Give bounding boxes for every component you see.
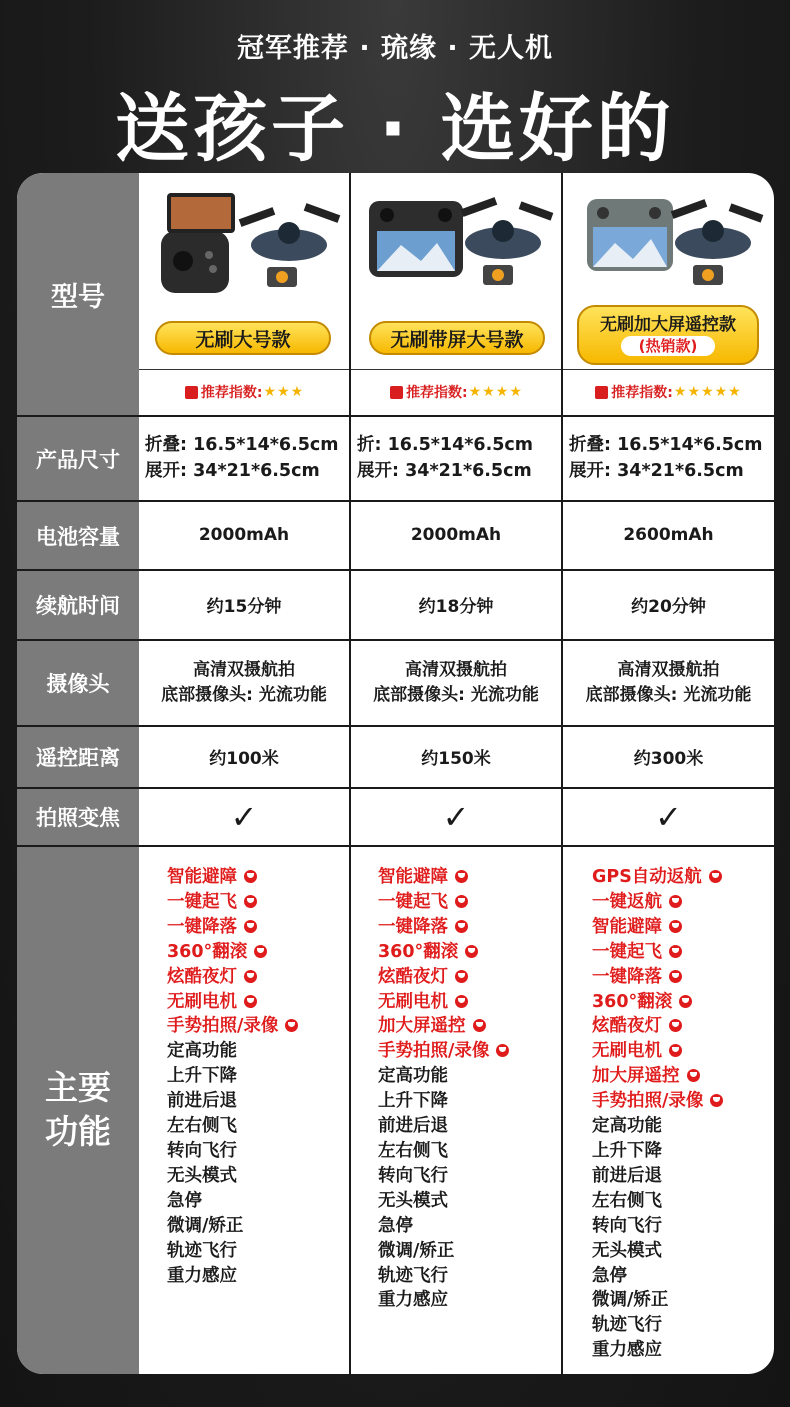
thumbs-up-icon xyxy=(390,386,403,399)
camera-line-1: 高清双摄航拍 xyxy=(193,659,295,680)
unfold-size: 展开: 34*21*6.5cm xyxy=(569,461,744,481)
feature-item: 手势拍照/录像 xyxy=(167,1014,298,1039)
feature-item: 前进后退 xyxy=(378,1116,448,1137)
feature-item: 急停 xyxy=(592,1265,627,1286)
fold-size: 折: 16.5*14*6.5cm xyxy=(357,435,534,455)
feature-item: 无刷电机 xyxy=(167,990,298,1015)
label-zoom: 拍照变焦 xyxy=(36,806,120,830)
unfold-size: 展开: 34*21*6.5cm xyxy=(145,461,320,481)
feature-marker-icon xyxy=(455,995,468,1008)
star-icon: ★ xyxy=(673,384,687,400)
header-subtitle: 冠军推荐 · 琉缘 · 无人机 xyxy=(236,33,554,64)
feature-item: 一键起飞 xyxy=(592,940,723,965)
feature-item: 左右侧飞 xyxy=(167,1116,237,1137)
feature-list-3 xyxy=(592,865,723,1363)
feature-item: 转向飞行 xyxy=(378,1165,448,1186)
camera-line-1: 高清双摄航拍 xyxy=(405,659,507,680)
label-battery: 电池容量 xyxy=(36,524,120,549)
size-cell-1 xyxy=(139,416,349,500)
feature-item: 前进后退 xyxy=(592,1165,662,1186)
label-size: 产品尺寸 xyxy=(36,447,120,472)
recommend-index-1 xyxy=(139,369,349,415)
star-icon: ★ xyxy=(495,384,509,400)
camera-line-2: 底部摄像头: 光流功能 xyxy=(585,684,752,705)
drone-remote-image xyxy=(139,173,349,308)
feature-marker-icon xyxy=(669,1044,682,1057)
column-3 xyxy=(563,173,774,1374)
label-model: 型号 xyxy=(51,282,105,313)
star-icon: ★ xyxy=(714,384,728,400)
feature-item: 上升下降 xyxy=(378,1091,448,1112)
battery-cell-1: 2000mAh xyxy=(198,525,290,545)
feature-marker-icon xyxy=(244,895,257,908)
feature-marker-icon xyxy=(496,1044,509,1057)
comparison-table xyxy=(17,173,774,1374)
recommend-label: 推荐指数: xyxy=(200,385,263,401)
feature-item: 转向飞行 xyxy=(167,1140,237,1161)
thumbs-up-icon xyxy=(595,386,608,399)
feature-item: 无刷电机 xyxy=(378,990,509,1015)
feature-item: 上升下降 xyxy=(592,1140,662,1161)
feature-marker-icon xyxy=(709,870,722,883)
flight-time-cell-2: 约18分钟 xyxy=(418,597,494,617)
feature-item: 重力感应 xyxy=(378,1290,448,1311)
feature-item: 轨迹飞行 xyxy=(592,1315,662,1336)
feature-item: 无刷电机 xyxy=(592,1039,723,1064)
drone-screen-remote-image xyxy=(351,173,561,308)
model-badge-1: 无刷大号款 xyxy=(155,321,331,355)
feature-marker-icon xyxy=(465,945,478,958)
feature-item: 一键降落 xyxy=(592,965,723,990)
feature-marker-icon xyxy=(473,1019,486,1032)
feature-item: 炫酷夜灯 xyxy=(378,965,509,990)
column-1 xyxy=(139,173,349,1374)
feature-list-1 xyxy=(167,865,298,1288)
flight-time-cell-1: 约15分钟 xyxy=(206,597,282,617)
feature-marker-icon xyxy=(669,920,682,933)
star-icon: ★ xyxy=(687,384,701,400)
feature-item: 上升下降 xyxy=(167,1066,237,1087)
range-cell-1: 约100米 xyxy=(209,749,279,769)
unfold-size: 展开: 34*21*6.5cm xyxy=(357,461,532,481)
flight-time-cell-3: 约20分钟 xyxy=(631,597,706,617)
label-flight-time: 续航时间 xyxy=(36,594,120,618)
feature-item: 定高功能 xyxy=(378,1066,448,1087)
star-icon: ★ xyxy=(277,384,290,400)
feature-item: 360°翻滚 xyxy=(167,940,298,965)
feature-item: 轨迹飞行 xyxy=(167,1240,237,1261)
feature-item: 微调/矫正 xyxy=(167,1215,244,1236)
feature-item: 智能避障 xyxy=(167,865,298,890)
feature-item: 手势拍照/录像 xyxy=(378,1039,509,1064)
column-2 xyxy=(351,173,561,1374)
recommend-index-2 xyxy=(351,369,561,415)
feature-marker-icon xyxy=(669,945,682,958)
thumbs-up-icon xyxy=(185,386,198,399)
model-badge-3 xyxy=(577,305,759,365)
feature-item: 无头模式 xyxy=(592,1240,662,1261)
model-badge-2: 无刷带屏大号款 xyxy=(369,321,545,355)
recommend-label: 推荐指数: xyxy=(406,385,468,401)
feature-item: 前进后退 xyxy=(167,1091,237,1112)
camera-cell-3 xyxy=(563,640,774,725)
feature-item: 360°翻滚 xyxy=(378,940,509,965)
recommend-label: 推荐指数: xyxy=(611,385,673,401)
feature-item: 360°翻滚 xyxy=(592,990,723,1015)
feature-item: 无头模式 xyxy=(167,1165,237,1186)
feature-item: 重力感应 xyxy=(592,1340,662,1361)
feature-item: 无头模式 xyxy=(378,1190,448,1211)
fold-size: 折叠: 16.5*14*6.5cm xyxy=(145,435,339,455)
feature-item: 一键起飞 xyxy=(378,890,509,915)
hot-sale-note: (热销款) xyxy=(621,336,716,356)
feature-marker-icon xyxy=(669,895,682,908)
feature-marker-icon xyxy=(244,920,257,933)
star-icon: ★ xyxy=(701,384,714,400)
camera-line-2: 底部摄像头: 光流功能 xyxy=(161,684,327,705)
feature-marker-icon xyxy=(669,970,682,983)
feature-marker-icon xyxy=(455,870,468,883)
header-title: 送孩子 · 选好的 xyxy=(115,86,675,172)
feature-item: 加大屏遥控 xyxy=(378,1014,509,1039)
feature-marker-icon xyxy=(244,970,257,983)
label-features: 主要 功能 xyxy=(45,1068,111,1151)
star-icon: ★ xyxy=(728,384,741,400)
feature-marker-icon xyxy=(669,1019,682,1032)
feature-marker-icon xyxy=(687,1069,700,1082)
feature-item: 炫酷夜灯 xyxy=(592,1014,723,1039)
feature-marker-icon xyxy=(710,1094,723,1107)
star-icon: ★ xyxy=(468,384,482,400)
feature-list-2 xyxy=(378,865,509,1313)
feature-item: 微调/矫正 xyxy=(592,1290,669,1311)
feature-item: 微调/矫正 xyxy=(378,1240,455,1261)
feature-item: 一键起飞 xyxy=(167,890,298,915)
check-icon: ✓ xyxy=(230,797,258,836)
feature-item: 转向飞行 xyxy=(592,1215,662,1236)
check-icon: ✓ xyxy=(655,797,682,836)
feature-marker-icon xyxy=(244,995,257,1008)
battery-cell-3: 2600mAh xyxy=(623,525,714,545)
fold-size: 折叠: 16.5*14*6.5cm xyxy=(569,435,763,455)
drone-large-screen-remote-image xyxy=(563,173,773,308)
camera-cell-2 xyxy=(351,640,561,725)
feature-marker-icon xyxy=(455,895,468,908)
feature-marker-icon xyxy=(455,970,468,983)
star-icon: ★ xyxy=(263,384,277,400)
feature-marker-icon xyxy=(244,870,257,883)
feature-marker-icon xyxy=(285,1019,298,1032)
feature-item: 一键返航 xyxy=(592,890,723,915)
range-cell-3: 约300米 xyxy=(633,749,704,769)
feature-item: GPS自动返航 xyxy=(592,865,723,890)
camera-cell-1 xyxy=(139,640,349,725)
feature-item: 一键降落 xyxy=(167,915,298,940)
feature-item: 轨迹飞行 xyxy=(378,1265,448,1286)
recommend-index-3 xyxy=(563,369,773,415)
label-camera: 摄像头 xyxy=(46,672,110,696)
feature-item: 急停 xyxy=(378,1215,413,1236)
feature-item: 左右侧飞 xyxy=(592,1190,662,1211)
size-cell-3 xyxy=(563,416,774,500)
feature-item: 加大屏遥控 xyxy=(592,1064,723,1089)
feature-item: 左右侧飞 xyxy=(378,1140,448,1161)
size-cell-2 xyxy=(351,416,561,500)
feature-item: 智能避障 xyxy=(592,915,723,940)
feature-marker-icon xyxy=(254,945,267,958)
feature-item: 手势拍照/录像 xyxy=(592,1089,723,1114)
feature-marker-icon xyxy=(679,995,692,1008)
model-name: 无刷加大屏遥控款 xyxy=(600,315,736,335)
star-icon: ★ xyxy=(482,384,495,400)
feature-item: 智能避障 xyxy=(378,865,509,890)
feature-marker-icon xyxy=(455,920,468,933)
feature-item: 炫酷夜灯 xyxy=(167,965,298,990)
camera-line-2: 底部摄像头: 光流功能 xyxy=(373,684,539,705)
feature-item: 定高功能 xyxy=(167,1041,237,1062)
star-icon: ★ xyxy=(290,384,304,400)
camera-line-1: 高清双摄航拍 xyxy=(617,659,720,680)
feature-item: 重力感应 xyxy=(167,1265,237,1286)
label-range: 遥控距离 xyxy=(36,746,120,770)
star-icon: ★ xyxy=(509,384,522,400)
range-cell-2: 约150米 xyxy=(421,749,491,769)
battery-cell-2: 2000mAh xyxy=(410,525,502,545)
feature-item: 一键降落 xyxy=(378,915,509,940)
feature-item: 急停 xyxy=(167,1190,202,1211)
feature-item: 定高功能 xyxy=(592,1116,662,1137)
check-icon: ✓ xyxy=(442,797,470,836)
